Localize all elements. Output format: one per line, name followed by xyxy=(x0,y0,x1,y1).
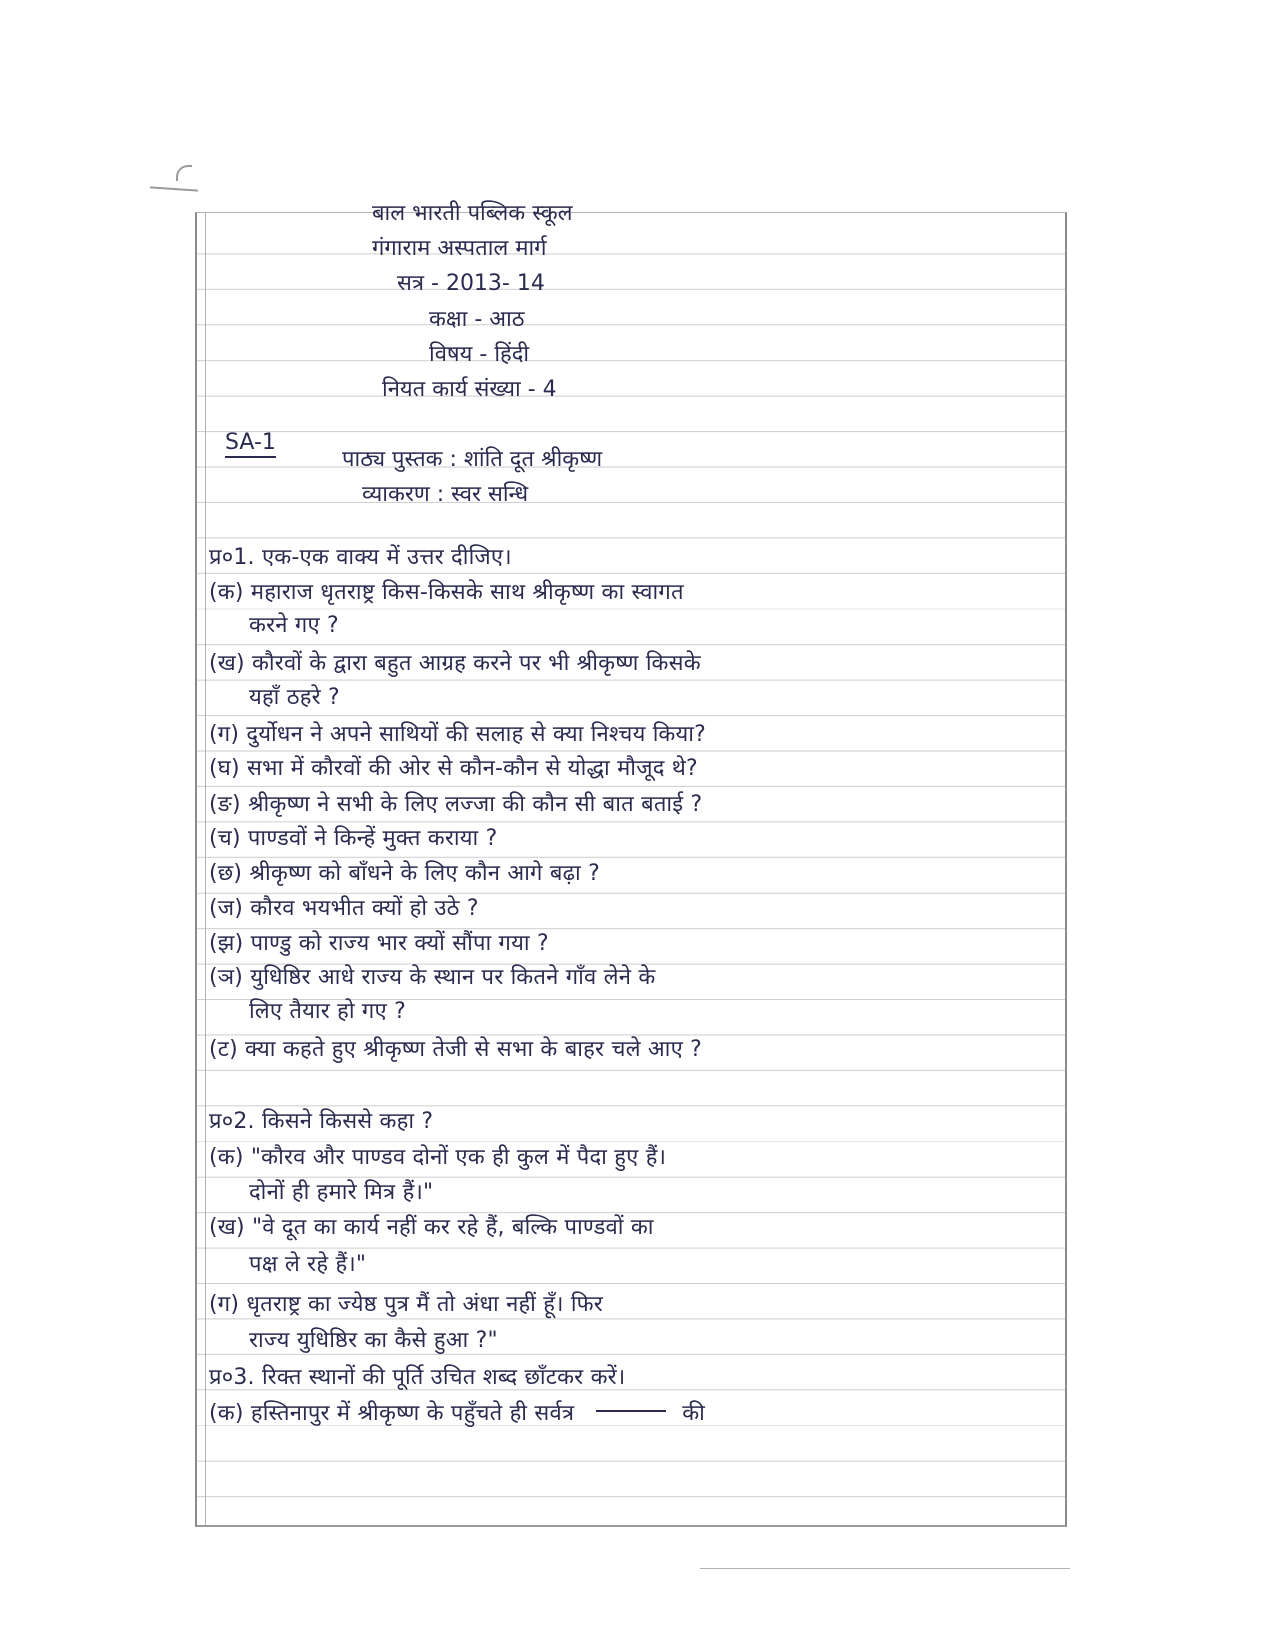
q2-item: पक्ष ले रहे हैं।" xyxy=(249,1252,367,1277)
q1-item: (च) पाण्डवों ने किन्हें मुक्त कराया ? xyxy=(209,826,498,851)
q1-item: (क) महाराज धृतराष्ट्र किस-किसके साथ श्रीकृष्ण का स्वागत xyxy=(209,580,684,605)
notebook-page xyxy=(195,201,1067,1527)
q1-item: (ख) कौरवों के द्वारा बहुत आग्रह करने पर भी श्रीकृष्ण किसके xyxy=(209,651,701,676)
session-label: सत्र - 2013- 14 xyxy=(397,271,545,296)
question-1-title: प्र०1. एक-एक वाक्य में उत्तर दीजिए। xyxy=(209,545,512,570)
assignment-label: नियत कार्य संख्या - 4 xyxy=(382,377,557,402)
q1-item: (ग) दुर्योधन ने अपने साथियों की सलाह से क्या निश्चय किया? xyxy=(209,722,707,747)
school-address: गंगाराम अस्पताल मार्ग xyxy=(372,236,547,261)
q2-item: (ख) "वे दूत का कार्य नहीं कर रहे हैं, बल्कि पाण्डवों का xyxy=(209,1215,654,1240)
q1-item: (छ) श्रीकृष्ण को बाँधने के लिए कौन आगे बढ़ा ? xyxy=(209,861,600,886)
q2-item: दोनों ही हमारे मित्र हैं।" xyxy=(249,1180,434,1205)
scan-edge-curl xyxy=(176,165,192,181)
page-margin-line xyxy=(205,213,206,1525)
q3-item-text-after: की xyxy=(682,1401,706,1426)
q3-item-text-before: (क) हस्तिनापुर में श्रीकृष्ण के पहुँचते ही सर्वत्र xyxy=(209,1401,575,1426)
grammar-label: व्याकरण : स्वर सन्धि xyxy=(362,482,529,507)
q1-item: (ज) कौरव भयभीत क्यों हो उठे ? xyxy=(209,896,479,921)
term-label: SA-1 xyxy=(225,430,276,458)
q1-item: (झ) पाण्डु को राज्य भार क्यों सौंपा गया ? xyxy=(209,931,549,956)
class-label: कक्षा - आठ xyxy=(429,307,525,332)
q1-item: (ञ) युधिष्ठिर आधे राज्य के स्थान पर कितने गाँव लेने के xyxy=(209,965,656,990)
q2-item: (क) "कौरव और पाण्डव दोनों एक ही कुल में पैदा हुए हैं। xyxy=(209,1145,667,1170)
textbook-label: पाठ्य पुस्तक : शांति दूत श्रीकृष्ण xyxy=(342,447,603,472)
question-2-title: प्र०2. किसने किससे कहा ? xyxy=(209,1109,434,1134)
q2-item: राज्य युधिष्ठिर का कैसे हुआ ?" xyxy=(249,1328,498,1353)
school-name: बाल भारती पब्लिक स्कूल xyxy=(372,201,573,226)
q1-item: लिए तैयार हो गए ? xyxy=(249,999,406,1024)
subject-label: विषय - हिंदी xyxy=(429,342,530,367)
q1-item: (घ) सभा में कौरवों की ओर से कौन-कौन से योद्धा मौजूद थे? xyxy=(209,756,698,781)
scan-edge-mark xyxy=(150,186,198,191)
scan-bottom-line xyxy=(700,1568,1070,1569)
fill-in-blank xyxy=(596,1410,666,1412)
q1-item: (ट) क्या कहते हुए श्रीकृष्ण तेजी से सभा के बाहर चले आए ? xyxy=(209,1037,703,1062)
q1-item: (ङ) श्रीकृष्ण ने सभी के लिए लज्जा की कौन सी बात बताई ? xyxy=(209,792,703,817)
q3-item xyxy=(209,1399,705,1429)
question-3-title: प्र०3. रिक्त स्थानों की पूर्ति उचित शब्द छाँटकर करें। xyxy=(209,1365,626,1390)
q2-item: (ग) धृतराष्ट्र का ज्येष्ठ पुत्र मैं तो अंधा नहीं हूँ। फिर xyxy=(209,1292,603,1317)
q1-item: यहाँ ठहरे ? xyxy=(249,685,340,710)
q1-item: करने गए ? xyxy=(249,613,339,638)
